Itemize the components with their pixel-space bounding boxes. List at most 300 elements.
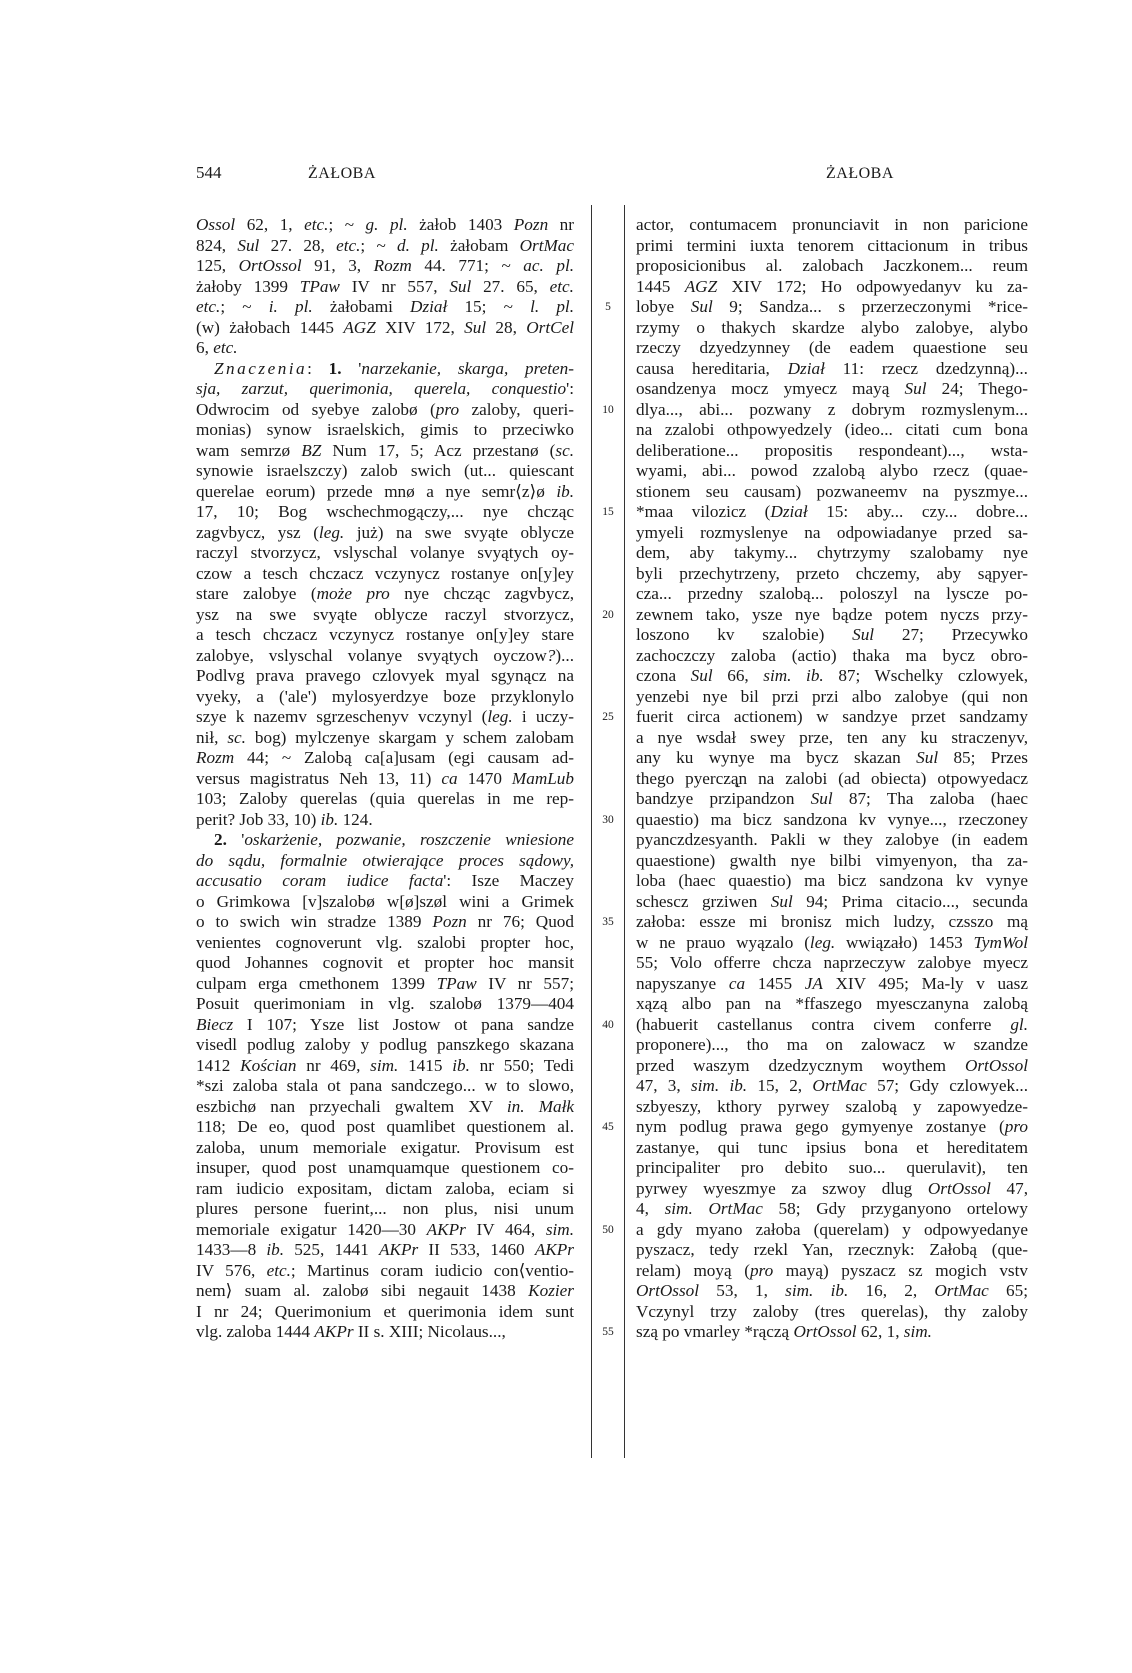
italic-text: sc. (227, 727, 246, 747)
text-segment: xązą albo pan na *ffaszego myesczanyna zalobą (636, 994, 1028, 1013)
text-segment: ; ~ (220, 297, 269, 316)
text-segment: culpam erga cmethonem 1399 (196, 973, 437, 993)
text-segment: ; ~ (360, 235, 398, 255)
italic-text: leg. (809, 932, 836, 952)
text-line (636, 564, 1028, 585)
text-segment: primi termini iuxta tenorem cittacionum in tribus (636, 235, 1028, 255)
italic-text: TymWol (973, 932, 1028, 952)
text-line (636, 748, 1028, 769)
text-segment: : (307, 358, 329, 378)
text-line (636, 523, 1028, 544)
italic-text: sim. ib. (763, 666, 824, 685)
italic-text: oskarżenie, pozwanie, roszczenie wniesione (244, 830, 574, 849)
text-line (636, 789, 1028, 810)
text-line (196, 953, 574, 974)
text-segment: 27; Przecywko (874, 625, 1028, 644)
text-segment: dlya..., abi... pozwany z dobrym rozmyslenym... (636, 399, 1028, 419)
italic-text: Pozn (513, 215, 549, 234)
text-segment: 24; Thego- (926, 379, 1028, 398)
text-segment: XIV 172, (375, 317, 465, 337)
text-segment: IV 576, (196, 1260, 267, 1280)
text-segment: 15: aby... czy... dobre... (807, 502, 1029, 521)
text-line (636, 359, 1028, 380)
text-segment: pyanczdzesyanth. Pakli w they zalobye (in eadem (636, 830, 1028, 849)
italic-text: gl. (1010, 1014, 1028, 1034)
text-line (636, 338, 1028, 359)
text-segment: 44. 771; ~ (411, 256, 524, 275)
text-line (196, 297, 574, 318)
text-segment: insuper, quod post unamquamque questionem co- (196, 1158, 574, 1177)
text-segment: quod Johannes cognovit et propter hoc mansit (196, 953, 574, 972)
italic-text: OrtOssol (927, 1178, 991, 1198)
bold-text: 2. (214, 830, 227, 849)
text-segment: 118; De eo, quod post quamlibet questionem al. (196, 1117, 574, 1136)
text-segment: ': Isze Maczey (443, 871, 574, 890)
text-segment: I nr 24; Querimonium et querimonia idem sunt (196, 1301, 574, 1321)
text-segment: 53, 1, (699, 1281, 786, 1300)
line-number: 30 (602, 813, 614, 826)
italic-text: Sul (770, 891, 793, 911)
italic-text: OrtOssol (238, 256, 302, 275)
text-line (196, 1117, 574, 1138)
italic-text: Dział (770, 502, 808, 521)
text-line (196, 1158, 574, 1179)
text-segment: perit? Job 33, 10) (196, 809, 321, 829)
text-segment: 125, (196, 256, 239, 275)
italic-text: Kozier (528, 1281, 574, 1300)
text-segment: versus magistratus Neh 13, 11) (196, 768, 442, 788)
text-segment: 9; Sandza... s przerzeczonymi *rice- (712, 297, 1028, 316)
line-number: 25 (602, 711, 614, 723)
text-line (636, 400, 1028, 421)
text-line (196, 605, 574, 626)
text-segment: zastanye, qui tunc ipsius bona et hereditatem (636, 1137, 1028, 1157)
text-line (196, 215, 574, 236)
text-segment: rzymy o thakych skardze alybo zalobye, alybo (636, 317, 1028, 337)
text-segment: lobye (636, 297, 691, 316)
text-line (636, 1302, 1028, 1323)
text-line (636, 1240, 1028, 1261)
italic-text: ib. (452, 1055, 470, 1075)
text-segment: synowie israelszczy) zalob swich (ut... quiescant (196, 461, 574, 480)
text-line (196, 1322, 574, 1343)
text-segment: nr 550; Tedi (469, 1055, 575, 1075)
italic-text: AKPr (426, 1219, 466, 1239)
text-segment: eszbichø nan przyechali gwaltem XV (196, 1096, 507, 1116)
text-segment: Posuit querimoniam in vlg. szalobø 1379—404 (196, 994, 574, 1013)
text-line (196, 1035, 574, 1056)
text-segment: 17, 10; Bog wschechmogączy,... nye chcząc (196, 502, 574, 521)
italic-text: Biecz (196, 1014, 234, 1034)
text-segment: (w) żałobach 1445 (196, 317, 344, 337)
text-segment: 103; Zaloby querelas (quia querelas in me rep- (196, 789, 574, 808)
italic-text: sim. (903, 1322, 932, 1341)
left-text-column (196, 215, 574, 1343)
text-line (636, 687, 1028, 708)
italic-text: sim. (545, 1219, 574, 1239)
text-segment: 1445 (636, 276, 685, 296)
text-line (196, 687, 574, 708)
text-line (196, 502, 574, 523)
text-segment: querelae eorum) przede mnø a nye semr⟨z⟩ø (196, 481, 557, 501)
text-segment: thego pyerczą̨n na zalobi (ad obiecta) otpowyedacz (636, 768, 1028, 788)
text-line (196, 646, 574, 667)
text-line (636, 1281, 1028, 1302)
text-segment: venientes cognoverunt vlg. szalobi propter hoc, (196, 932, 574, 952)
text-segment: 15, 2, (747, 1076, 813, 1095)
text-segment: ' (226, 830, 245, 849)
text-segment: szą po vmarley *rączą (636, 1322, 794, 1341)
text-segment: 87; Tha zaloba (haec (832, 789, 1028, 808)
text-segment: zaloba, unum memoriale exigatur. Provisum est (196, 1137, 574, 1157)
text-segment: ; Martinus coram iudicio con⟨ventio- (290, 1260, 574, 1280)
text-segment: 65; (988, 1281, 1029, 1300)
text-line (196, 400, 574, 421)
text-segment: any ku wynye ma bycz skazan (636, 748, 917, 767)
text-segment: bandzye przipandzon (636, 789, 811, 808)
italic-text: l. pl. (530, 297, 574, 316)
text-line (196, 338, 574, 359)
text-line (636, 482, 1028, 503)
text-segment: loszono kv szalobie) (636, 625, 853, 644)
text-line (636, 584, 1028, 605)
text-segment: II s. XIII; Nicolaus..., (353, 1322, 506, 1341)
text-segment: nye chcząc zagvbycz, (389, 584, 574, 603)
text-segment: 1412 (196, 1055, 241, 1075)
text-line (636, 994, 1028, 1015)
running-head-right: ŻAŁOBA (826, 165, 894, 182)
italic-text: Sul (690, 297, 713, 316)
italic-text: AKPr (314, 1322, 354, 1341)
text-line (196, 1015, 574, 1036)
text-segment: 11: rzecz dzedzynną)... (824, 358, 1028, 378)
text-line (196, 1097, 574, 1118)
text-segment: XIV 172; Ho odpowyedanyv ku za- (717, 276, 1029, 296)
text-line (196, 523, 574, 544)
text-segment: stionem seu causam) pozwaneemv na pyszmye... (636, 481, 1028, 501)
italic-text: leg. (487, 707, 513, 726)
italic-text: Sul (904, 379, 927, 398)
line-number: 5 (605, 301, 611, 313)
column-divider-left (591, 205, 592, 1458)
text-segment: wwiązało) 1453 (835, 932, 974, 952)
text-line (636, 1179, 1028, 1200)
italic-text: sc. (555, 440, 574, 460)
text-segment: i uczy- (512, 707, 574, 726)
text-segment: 57; Gdy czlowyek... (866, 1076, 1028, 1095)
spaced-heading-text: Znaczenia (214, 358, 308, 378)
text-segment: causa hereditaria, (636, 358, 788, 378)
italic-text: OrtMac (934, 1281, 989, 1300)
italic-text: accusatio coram iudice facta (196, 871, 444, 890)
text-segment: na zzalobi othpowyedzely (ideo... citati cum bona (636, 420, 1028, 439)
text-line (636, 830, 1028, 851)
italic-text: pro (435, 399, 460, 419)
text-segment: 47, (990, 1178, 1028, 1198)
text-segment: 28, (486, 317, 527, 337)
text-segment: ' (341, 358, 362, 378)
italic-text: OrtOssol (793, 1322, 857, 1341)
italic-text: może pro (316, 584, 390, 603)
text-line (636, 974, 1028, 995)
italic-text: ib. (266, 1240, 285, 1259)
text-line (196, 851, 574, 872)
italic-text: narzekanie, skarga, preten- (361, 358, 574, 378)
text-segment: szbyeszy, kthory pyrwey szalobą y zapowyedze- (636, 1096, 1028, 1116)
line-number: 20 (602, 608, 614, 621)
text-segment: principaliter pro debito suo... querulavit), ten (636, 1158, 1028, 1177)
text-line (196, 543, 574, 564)
text-line (636, 1220, 1028, 1241)
running-head-left: ŻAŁOBA (308, 165, 376, 182)
text-segment: nił, (196, 727, 228, 747)
text-segment: 124. (338, 809, 373, 829)
text-segment: przed waszym dzedzycznym woythem (636, 1055, 965, 1075)
text-line (196, 584, 574, 605)
text-segment: Vczynyl trzy zaloby (tres querelas), thy zaloby (636, 1301, 1028, 1321)
italic-text: pro (749, 1260, 774, 1280)
text-line (636, 277, 1028, 298)
text-line (196, 871, 574, 892)
text-segment: loba (haec quaestio) ma bicz sandzona kv vynye (636, 871, 1028, 890)
text-line (196, 994, 574, 1015)
italic-text: ib. (556, 481, 574, 501)
text-line (196, 1281, 574, 1302)
text-segment: vlg. zaloba 1444 (196, 1322, 315, 1341)
text-line (196, 892, 574, 913)
italic-text: Sul (852, 625, 875, 644)
text-segment: raczyl stvorzycz, vslyschal volanye svyątych oy- (196, 543, 574, 562)
text-segment: w ne prauo wyązalo ( (636, 932, 810, 952)
text-line (196, 1302, 574, 1323)
text-segment: 27. 28, (259, 235, 337, 255)
text-line (636, 1158, 1028, 1179)
italic-text: Sul (916, 748, 939, 767)
italic-text: ac. pl. (523, 256, 575, 275)
italic-text: etc. (196, 297, 221, 316)
text-segment: bog) mylczenye skargam y schem zalobam (245, 727, 574, 747)
italic-text: sim. OrtMac (664, 1199, 763, 1218)
text-segment: o to swich win stradze 1389 (196, 912, 433, 931)
text-line (196, 707, 574, 728)
text-segment: ymyeli rozmyslenye na odpowiadanye przed sa- (636, 522, 1028, 542)
text-segment: proposicionibus al. zalobach Jaczkonem... reum (636, 256, 1028, 275)
italic-text: etc. (549, 276, 574, 296)
text-segment: ysz na swe svyąte oblycze raczyl stvorzycz, (196, 604, 574, 624)
text-line (636, 707, 1028, 728)
text-line (196, 318, 574, 339)
text-line (636, 502, 1028, 523)
text-line (196, 1056, 574, 1077)
italic-text: JA (804, 973, 823, 993)
text-segment: memoriale exigatur 1420—30 (196, 1219, 427, 1239)
italic-text: ca (728, 973, 746, 993)
text-line (196, 666, 574, 687)
text-segment: quaestione) gwalth nye bilbi vimyenyon, tha za- (636, 850, 1028, 870)
italic-text: etc. (304, 215, 329, 234)
text-line (196, 379, 574, 400)
italic-text: Kościan (240, 1055, 297, 1075)
italic-text: leg. (318, 522, 345, 542)
italic-text: Sul (449, 276, 472, 296)
text-segment: żałoby 1399 (196, 276, 300, 296)
text-line (636, 1076, 1028, 1097)
text-segment: byli przechytrzeny, przeto chczemy, aby sąpyer- (636, 563, 1028, 583)
text-segment: vyeky, a ('ale') mylosyerdzye boze przyklonylo (196, 686, 574, 706)
text-line (636, 543, 1028, 564)
text-segment: 4, (636, 1199, 665, 1218)
italic-text: BZ (301, 440, 322, 460)
text-segment: a gdy myano załoba (querelam) y odpowyedanye (636, 1219, 1028, 1239)
text-segment: czona (636, 666, 691, 685)
text-segment: rzeczy dzyedzynney (de eadem quaestione seu (636, 338, 1028, 357)
text-segment: deliberatione... propositis respondeant)..., wsta- (636, 440, 1028, 460)
italic-text: AKPr (534, 1240, 574, 1259)
text-segment: IV nr 557, (339, 276, 450, 296)
italic-text: Dział (787, 358, 825, 378)
italic-text: i. pl. (268, 297, 313, 316)
column-divider-right (624, 205, 625, 1458)
text-segment: ram iudicio expositam, dictam zaloba, eciam si (196, 1178, 574, 1198)
text-segment: 16, 2, (848, 1281, 935, 1300)
text-segment: wam semrzø (196, 440, 302, 460)
text-segment: załoba: essze mi bronisz mich ludzy, czsszo mą (636, 912, 1028, 931)
italic-text: etc. (266, 1260, 291, 1280)
italic-text: OrtOssol (964, 1055, 1028, 1075)
italic-text: etc. (213, 338, 238, 357)
text-segment: 1415 (398, 1055, 453, 1075)
text-line (196, 461, 574, 482)
text-segment: yenzebi nye bil przi przi albo zalobye (qui non (636, 686, 1028, 706)
text-segment: żałobami (312, 297, 411, 316)
text-line (196, 482, 574, 503)
text-segment: żałob 1403 (407, 215, 514, 234)
line-number: 45 (602, 1121, 614, 1133)
text-segment: plures persone fuerint,... non plus, nisi unum (196, 1199, 574, 1218)
italic-text: d. pl. (397, 235, 439, 255)
text-segment: 1433—8 (196, 1240, 267, 1259)
text-line (636, 851, 1028, 872)
text-line (636, 1015, 1028, 1036)
text-segment: 91, 3, (301, 256, 374, 275)
text-segment: już) na swe svyąte oblycze (344, 522, 574, 542)
text-line (636, 1035, 1028, 1056)
italic-text: do sądu, formalnie otwierające proces sądowy, (196, 850, 574, 870)
text-line (196, 256, 574, 277)
text-segment: zaloby, queri- (459, 399, 574, 419)
text-line (636, 256, 1028, 277)
text-segment: zalobye, vslyschal volanye svyątych oyczow (196, 645, 547, 665)
text-line (636, 871, 1028, 892)
text-segment: monias) synow israelskich, gimis to przeciwko (196, 420, 574, 439)
text-segment: osandzenya mocz ymyecz mayą (636, 379, 905, 398)
text-line (636, 1138, 1028, 1159)
text-segment: IV 464, (465, 1219, 546, 1239)
text-segment: Podlvg prava pravego czlovyek myal sgynącz na (196, 666, 574, 685)
text-segment: zachoczczy zaloba (actio) thaka ma bycz obro- (636, 645, 1028, 665)
text-line (636, 1199, 1028, 1220)
text-segment: nr 469, (296, 1055, 371, 1075)
text-line (636, 318, 1028, 339)
text-line (196, 420, 574, 441)
text-line (636, 1322, 1028, 1343)
text-segment: nr (548, 215, 574, 234)
italic-text: MamLub (511, 768, 574, 788)
text-segment: *maa vilozicz ( (636, 502, 771, 521)
text-line (196, 769, 574, 790)
italic-text: AGZ (684, 276, 718, 296)
text-segment: nem⟩ suam al. zalobø sibi negauit 1438 (196, 1281, 529, 1300)
text-segment: )... (555, 645, 574, 665)
italic-text: OrtMac (519, 235, 575, 255)
text-segment: 47, 3, (636, 1076, 691, 1095)
text-segment: visedl podlug zaloby y podlug panszkego skazana (196, 1035, 574, 1054)
text-line (636, 379, 1028, 400)
italic-text: Dział (410, 297, 448, 316)
italic-text: pro (1004, 1117, 1028, 1136)
text-segment: Num 17, 5; Acz przestanø ( (321, 440, 556, 460)
text-segment: 525, 1441 (284, 1240, 380, 1259)
italic-text: ib. (320, 809, 339, 829)
text-segment: pyrwey wyeszmye za szwoy dlug (636, 1178, 928, 1198)
text-line (636, 461, 1028, 482)
text-segment: 27. 65, (471, 276, 550, 296)
italic-text: g. pl. (365, 215, 408, 234)
line-number: 50 (602, 1223, 614, 1236)
italic-text: in. Małk (506, 1096, 575, 1116)
text-line (196, 974, 574, 995)
text-line (636, 441, 1028, 462)
text-segment: nr 76; Quod (466, 912, 574, 931)
text-line (196, 728, 574, 749)
text-line (196, 359, 574, 380)
text-segment: nym podlug prawa gego gymyenye zostanye ( (636, 1117, 1005, 1136)
italic-text: sim. ib. (785, 1281, 849, 1300)
text-segment: Odwrocim od syebye zalobø ( (196, 399, 436, 419)
text-line (636, 420, 1028, 441)
text-line (636, 215, 1028, 236)
italic-text: etc. (336, 235, 361, 255)
bold-text: 1. (328, 358, 342, 378)
italic-text: TPaw (436, 973, 477, 993)
text-segment: dem, aby takymy... chytrzymy szalobamy nye (636, 543, 1028, 562)
italic-text: Sul (237, 235, 260, 255)
text-line (636, 892, 1028, 913)
text-line (196, 748, 574, 769)
text-line (196, 441, 574, 462)
italic-text: AGZ (343, 317, 376, 337)
text-segment: proponere)..., tho ma on zalowacz w szandze (636, 1035, 1028, 1054)
text-line (196, 625, 574, 646)
text-segment: 1455 (745, 973, 805, 993)
text-line (196, 810, 574, 831)
text-segment: szye k nazemv sgrzeschenyv vczynyl ( (196, 707, 488, 726)
text-segment: 62, 1, (235, 215, 305, 234)
text-segment: (habuerit castellanus contra civem conferre (636, 1014, 1011, 1034)
text-segment: fuerit circa actionem) w sandzye przet sandzamy (636, 707, 1028, 726)
text-segment: stare zalobye ( (196, 584, 317, 603)
text-line (636, 1117, 1028, 1138)
text-line (196, 277, 574, 298)
text-segment: pyszacz, tedy rzekl Yan, rzecznyk: Załobą (que- (636, 1240, 1028, 1259)
text-segment: 6, (196, 338, 214, 357)
text-segment: ; ~ (328, 215, 366, 234)
text-segment: 58; Gdy przyganyono ortelowy (762, 1199, 1028, 1218)
line-number: 10 (602, 403, 614, 416)
text-line (636, 666, 1028, 687)
text-segment: napyszanye (636, 973, 729, 993)
text-segment: quaestio) ma bicz sandzona kv vynye..., rzeczoney (636, 809, 1028, 829)
